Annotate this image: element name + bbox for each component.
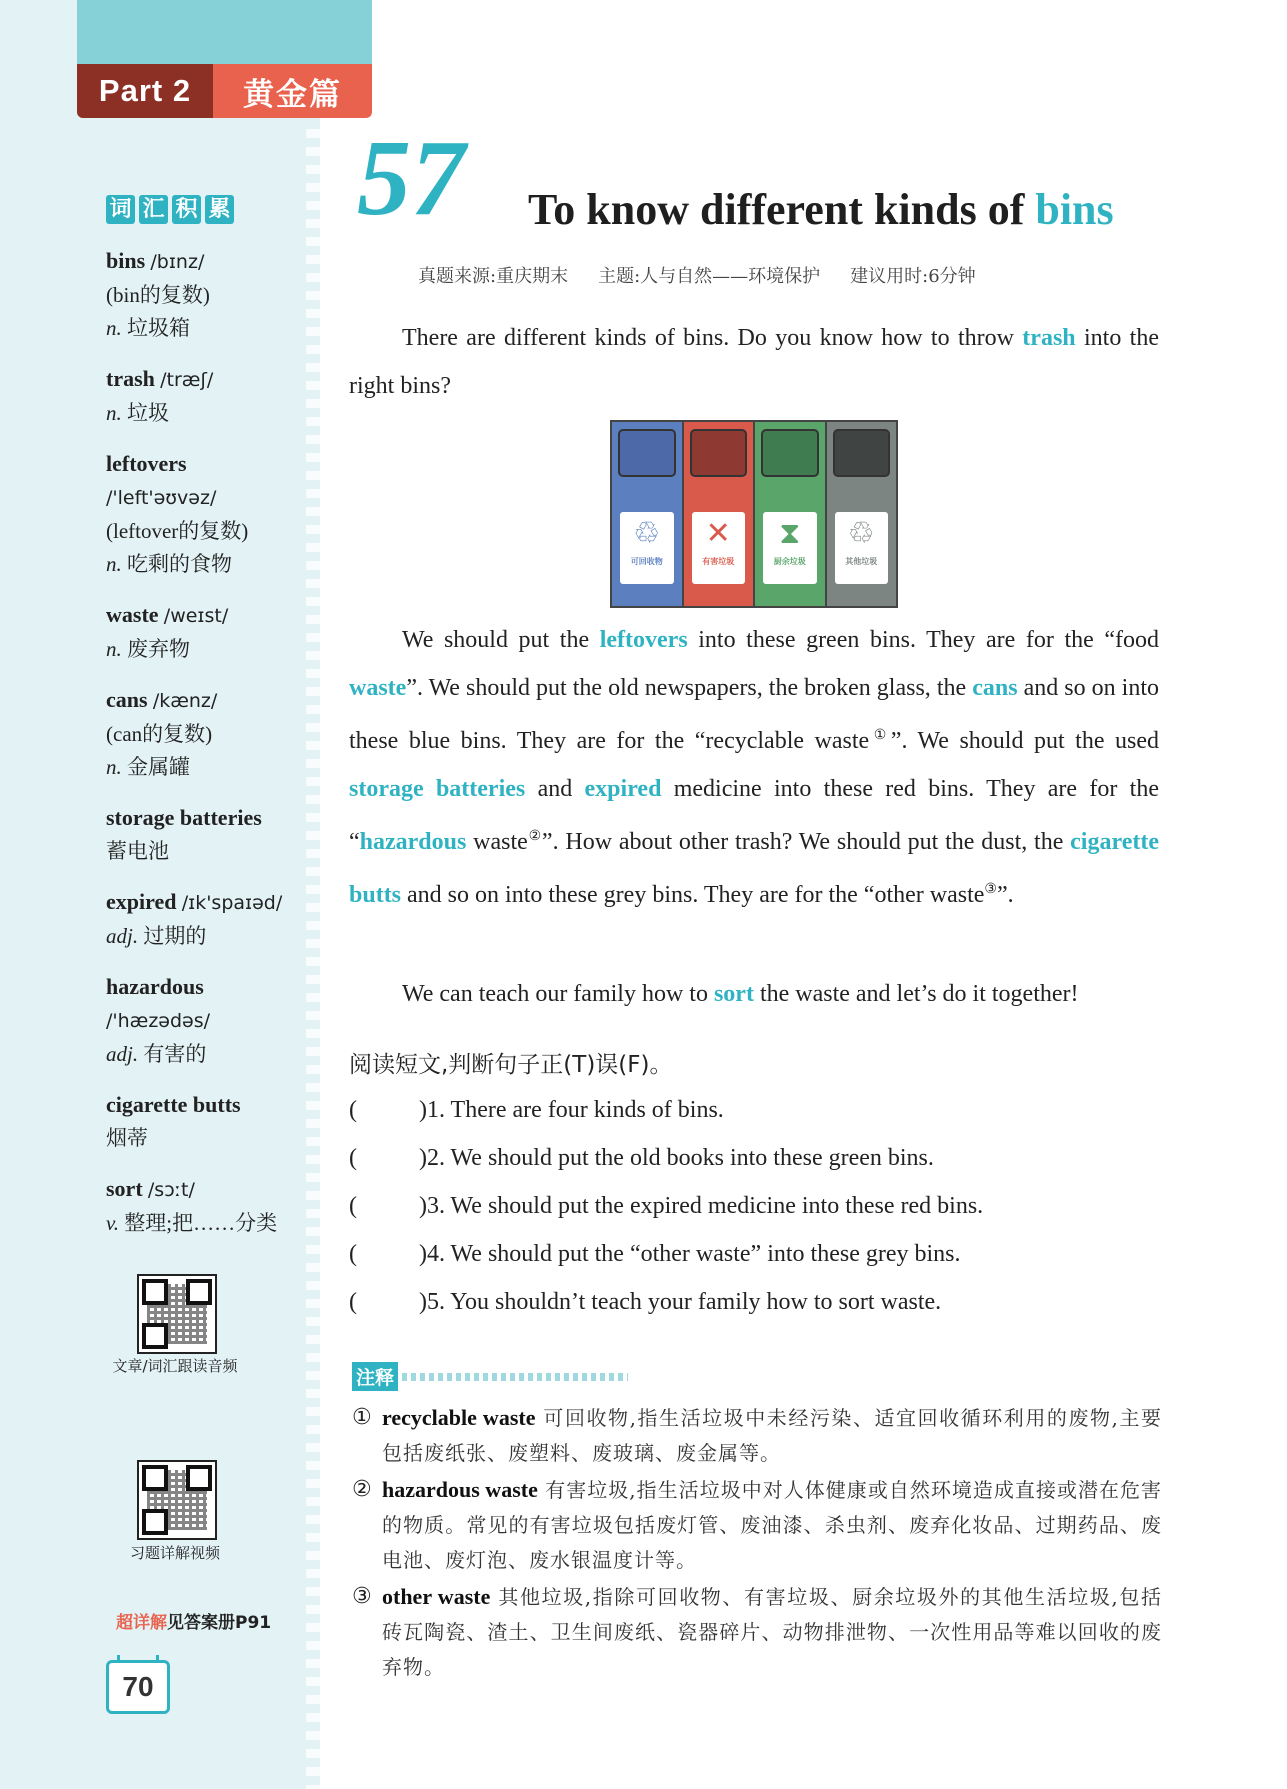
vocab-entry — [106, 598, 306, 666]
vocab-entry — [106, 1172, 306, 1240]
vocab-word: sort — [106, 1176, 143, 1201]
video-qr-caption: 习题详解视频 — [129, 1544, 220, 1562]
keyword: expired — [584, 776, 662, 802]
answer-blank[interactable]: ( — [349, 1097, 357, 1123]
meta-theme: 主题:人与自然——环境保护 — [598, 266, 821, 287]
note-number: ③ — [352, 1584, 372, 1609]
vocab-entry — [106, 683, 306, 784]
bin-label — [692, 512, 746, 584]
bin-symbol-icon: ⧗ — [779, 517, 801, 550]
note-marker: ② — [527, 829, 542, 844]
part-tab — [77, 64, 372, 118]
vocab-pos: n. — [106, 755, 122, 779]
bin-lid — [833, 429, 891, 477]
vocab-heading-char: 累 — [205, 195, 234, 224]
question-item — [349, 1234, 1169, 1282]
bin-label-text: 可回收物 — [630, 557, 663, 566]
part-label: Part 2 — [77, 64, 213, 118]
vocab-word: expired — [106, 889, 177, 914]
note-definition: 其他垃圾,指除可回收物、有害垃圾、厨余垃圾外的其他生活垃圾,包括砖瓦陶瓷、渣土、卫生间废纸、瓷器碎片、动物排泄物、一次性用品等难以回收的废弃物。 — [382, 1585, 1163, 1679]
vocab-entry — [106, 362, 306, 430]
notes-heading-label: 注释 — [352, 1362, 398, 1391]
vocab-word: cans — [106, 687, 148, 712]
vocab-word: storage batteries — [106, 805, 262, 830]
bin — [755, 422, 827, 606]
note-marker: ③ — [984, 882, 997, 897]
note-text — [382, 1472, 1162, 1578]
text: and so on into these grey bins. They are for the “other waste — [401, 882, 985, 908]
question-text: )1. There are four kinds of bins. — [419, 1097, 724, 1123]
keyword: cigarette butts — [349, 829, 1159, 908]
text: ”. We should put the used — [890, 728, 1159, 754]
answer-reference — [116, 1608, 271, 1633]
note-term: recyclable waste — [382, 1405, 536, 1430]
keyword: trash — [1022, 325, 1076, 351]
keyword: sort — [713, 981, 754, 1007]
lesson-title-main: To know different kinds of — [528, 185, 1036, 234]
passage-paragraph-1 — [349, 314, 1159, 410]
vocab-word: cigarette butts — [106, 1092, 241, 1117]
answer-ref-highlight: 超详解 — [116, 1613, 167, 1633]
bin-lid — [618, 429, 676, 477]
vocab-entry — [106, 885, 306, 953]
vocab-pos: n. — [106, 552, 122, 576]
vocab-phonetic: /ɪk'spaɪəd/ — [181, 892, 283, 914]
question-text: )5. You shouldn’t teach your family how to sort waste. — [419, 1289, 942, 1315]
recycling-bins-image — [610, 420, 898, 608]
bin-label-text: 厨余垃圾 — [773, 557, 806, 566]
note-text — [382, 1579, 1162, 1685]
meta-time: 建议用时:6分钟 — [850, 266, 976, 287]
text: ”. — [996, 882, 1014, 908]
keyword: hazardous — [359, 829, 467, 855]
text: and — [525, 776, 585, 802]
question-text: )4. We should put the “other waste” into these grey bins. — [419, 1241, 961, 1267]
bin — [612, 422, 684, 606]
note-term: hazardous waste — [382, 1477, 538, 1502]
task-heading: 阅读短文,判断句子正(T)误(F)。 — [349, 1052, 673, 1078]
keyword: cans — [972, 675, 1018, 701]
vocab-pos: n. — [106, 401, 122, 425]
vocab-pos: n. — [106, 316, 122, 340]
top-band — [77, 0, 372, 66]
meta-source: 真题来源:重庆期末 — [418, 266, 569, 287]
vocab-extra: (leftover的复数) — [106, 519, 249, 543]
bin — [684, 422, 756, 606]
part-name: 黄金篇 — [213, 64, 372, 118]
vocab-list — [106, 244, 306, 1257]
bin-label-text: 有害垃圾 — [702, 557, 735, 566]
answer-blank[interactable]: ( — [349, 1289, 357, 1315]
vocab-meaning: 蓄电池 — [106, 839, 169, 863]
note-text — [382, 1400, 1162, 1471]
vocab-meaning: 有害的 — [143, 1042, 207, 1066]
vocab-pos: adj. — [106, 924, 139, 948]
note-number: ① — [352, 1405, 372, 1430]
text: We should put the — [402, 627, 600, 653]
notes-list — [352, 1400, 1162, 1686]
bin-symbol-icon: ♲ — [847, 517, 875, 550]
vocab-word: waste — [106, 602, 159, 627]
keyword: storage batteries — [349, 776, 526, 802]
lesson-meta — [418, 262, 976, 288]
text: ”. How about other trash? We should put the dust, the — [541, 829, 1071, 855]
vocab-phonetic: /bɪnz/ — [150, 251, 205, 273]
text: the waste and let’s do it together! — [753, 981, 1079, 1007]
bin-lid — [690, 429, 748, 477]
text: into these green bins. They are for the “food — [687, 627, 1159, 653]
bin-label-text: 其他垃圾 — [845, 557, 878, 566]
vocab-entry — [106, 244, 306, 345]
lesson-title-keyword: bins — [1035, 185, 1114, 234]
answer-blank[interactable]: ( — [349, 1193, 357, 1219]
vocab-phonetic: /'hæzədəs/ — [106, 1010, 211, 1032]
vocab-meaning: 烟蒂 — [106, 1126, 148, 1150]
notes-heading — [352, 1362, 628, 1391]
note-definition: 有害垃圾,指生活垃圾中对人体健康或自然环境造成直接或潜在危害的物质。常见的有害垃圾包括废灯管、废油漆、杀虫剂、废弃化妆品、过期药品、废电池、废灯泡、废水银温度计等。 — [382, 1478, 1162, 1572]
bin-symbol-icon: ✕ — [705, 517, 731, 550]
keyword: leftovers — [599, 627, 688, 653]
vocab-heading-char: 积 — [172, 195, 201, 224]
note-item — [352, 1472, 1162, 1578]
vocab-meaning: 垃圾箱 — [127, 316, 190, 340]
text: waste — [466, 829, 528, 855]
bin-lid — [761, 429, 819, 477]
note-definition: 可回收物,指生活垃圾中未经污染、适宜回收循环利用的废物,主要包括废纸张、废塑料、废玻璃、废金属等。 — [382, 1406, 1162, 1465]
question-item — [349, 1138, 1169, 1186]
lesson-title — [528, 184, 1114, 235]
vocab-pos: n. — [106, 637, 122, 661]
bin-label — [763, 512, 817, 584]
page-number: 70 — [106, 1660, 170, 1714]
text: medicine into these red bins. They are for the “ — [349, 776, 1159, 855]
vocab-heading-char: 汇 — [139, 195, 168, 224]
note-number: ② — [352, 1477, 372, 1502]
vocab-heading — [106, 195, 234, 224]
answer-ref-page: P91 — [235, 1613, 272, 1633]
vocab-meaning: 整理;把……分类 — [124, 1211, 278, 1235]
vocab-heading-char: 词 — [106, 195, 135, 224]
vocab-entry — [106, 447, 306, 581]
vocab-extra: (can的复数) — [106, 722, 213, 746]
bin — [827, 422, 897, 606]
note-marker: ① — [869, 728, 891, 743]
vocab-word: leftovers — [106, 451, 187, 476]
note-item — [352, 1579, 1162, 1685]
vocab-entry — [106, 970, 306, 1071]
note-item — [352, 1400, 1162, 1471]
text: into the right bins? — [349, 325, 1159, 399]
passage-paragraph-3 — [349, 970, 1159, 1018]
text: There are different kinds of bins. Do you know how to throw — [402, 325, 1023, 351]
video-qr-code[interactable] — [137, 1460, 217, 1540]
text: ”. We should put the old newspapers, the broken glass, the — [406, 675, 973, 701]
lesson-number: 57 — [357, 119, 465, 238]
bin-label — [835, 512, 889, 584]
answer-ref-text: 见答案册 — [167, 1613, 235, 1633]
vocab-phonetic: /weɪst/ — [163, 605, 229, 627]
vocab-pos: adj. — [106, 1042, 139, 1066]
question-item — [349, 1282, 1169, 1330]
question-text: )2. We should put the old books into these green bins. — [419, 1145, 934, 1171]
bin-label — [620, 512, 674, 584]
notes-heading-divider — [402, 1373, 628, 1381]
question-item — [349, 1186, 1169, 1234]
vocab-phonetic: /træʃ/ — [160, 369, 214, 391]
vocab-meaning: 金属罐 — [127, 755, 190, 779]
vocab-meaning: 废弃物 — [127, 637, 190, 661]
bin-symbol-icon: ♲ — [633, 517, 661, 550]
audio-qr-code[interactable] — [137, 1274, 217, 1354]
vocab-meaning: 垃圾 — [127, 401, 169, 425]
answer-blank[interactable]: ( — [349, 1241, 357, 1267]
note-term: other waste — [382, 1584, 491, 1609]
vocab-entry — [106, 801, 306, 868]
vocab-phonetic: /'left'əʊvəz/ — [106, 487, 217, 509]
vocab-meaning: 过期的 — [143, 924, 207, 948]
question-text: )3. We should put the expired medicine into these red bins. — [419, 1193, 984, 1219]
vocab-phonetic: /sɔːt/ — [147, 1179, 195, 1201]
keyword: waste — [349, 675, 407, 701]
text: and so on into these blue bins. They are for the “recyclable waste — [349, 675, 1160, 754]
vocab-word: trash — [106, 366, 155, 391]
answer-blank[interactable]: ( — [349, 1145, 357, 1171]
text: We can teach our family how to — [402, 981, 714, 1007]
vocab-entry — [106, 1088, 306, 1155]
question-item — [349, 1090, 1169, 1138]
vocab-word: hazardous — [106, 974, 204, 999]
audio-qr-caption: 文章/词汇跟读音频 — [112, 1357, 238, 1375]
vocab-meaning: 吃剩的食物 — [127, 552, 232, 576]
passage-paragraph-2 — [349, 616, 1159, 919]
question-list — [349, 1090, 1169, 1330]
vocab-word: bins — [106, 248, 146, 273]
vocab-phonetic: /kænz/ — [152, 690, 218, 712]
vocab-pos: v. — [106, 1211, 120, 1235]
vocab-extra: (bin的复数) — [106, 283, 210, 307]
